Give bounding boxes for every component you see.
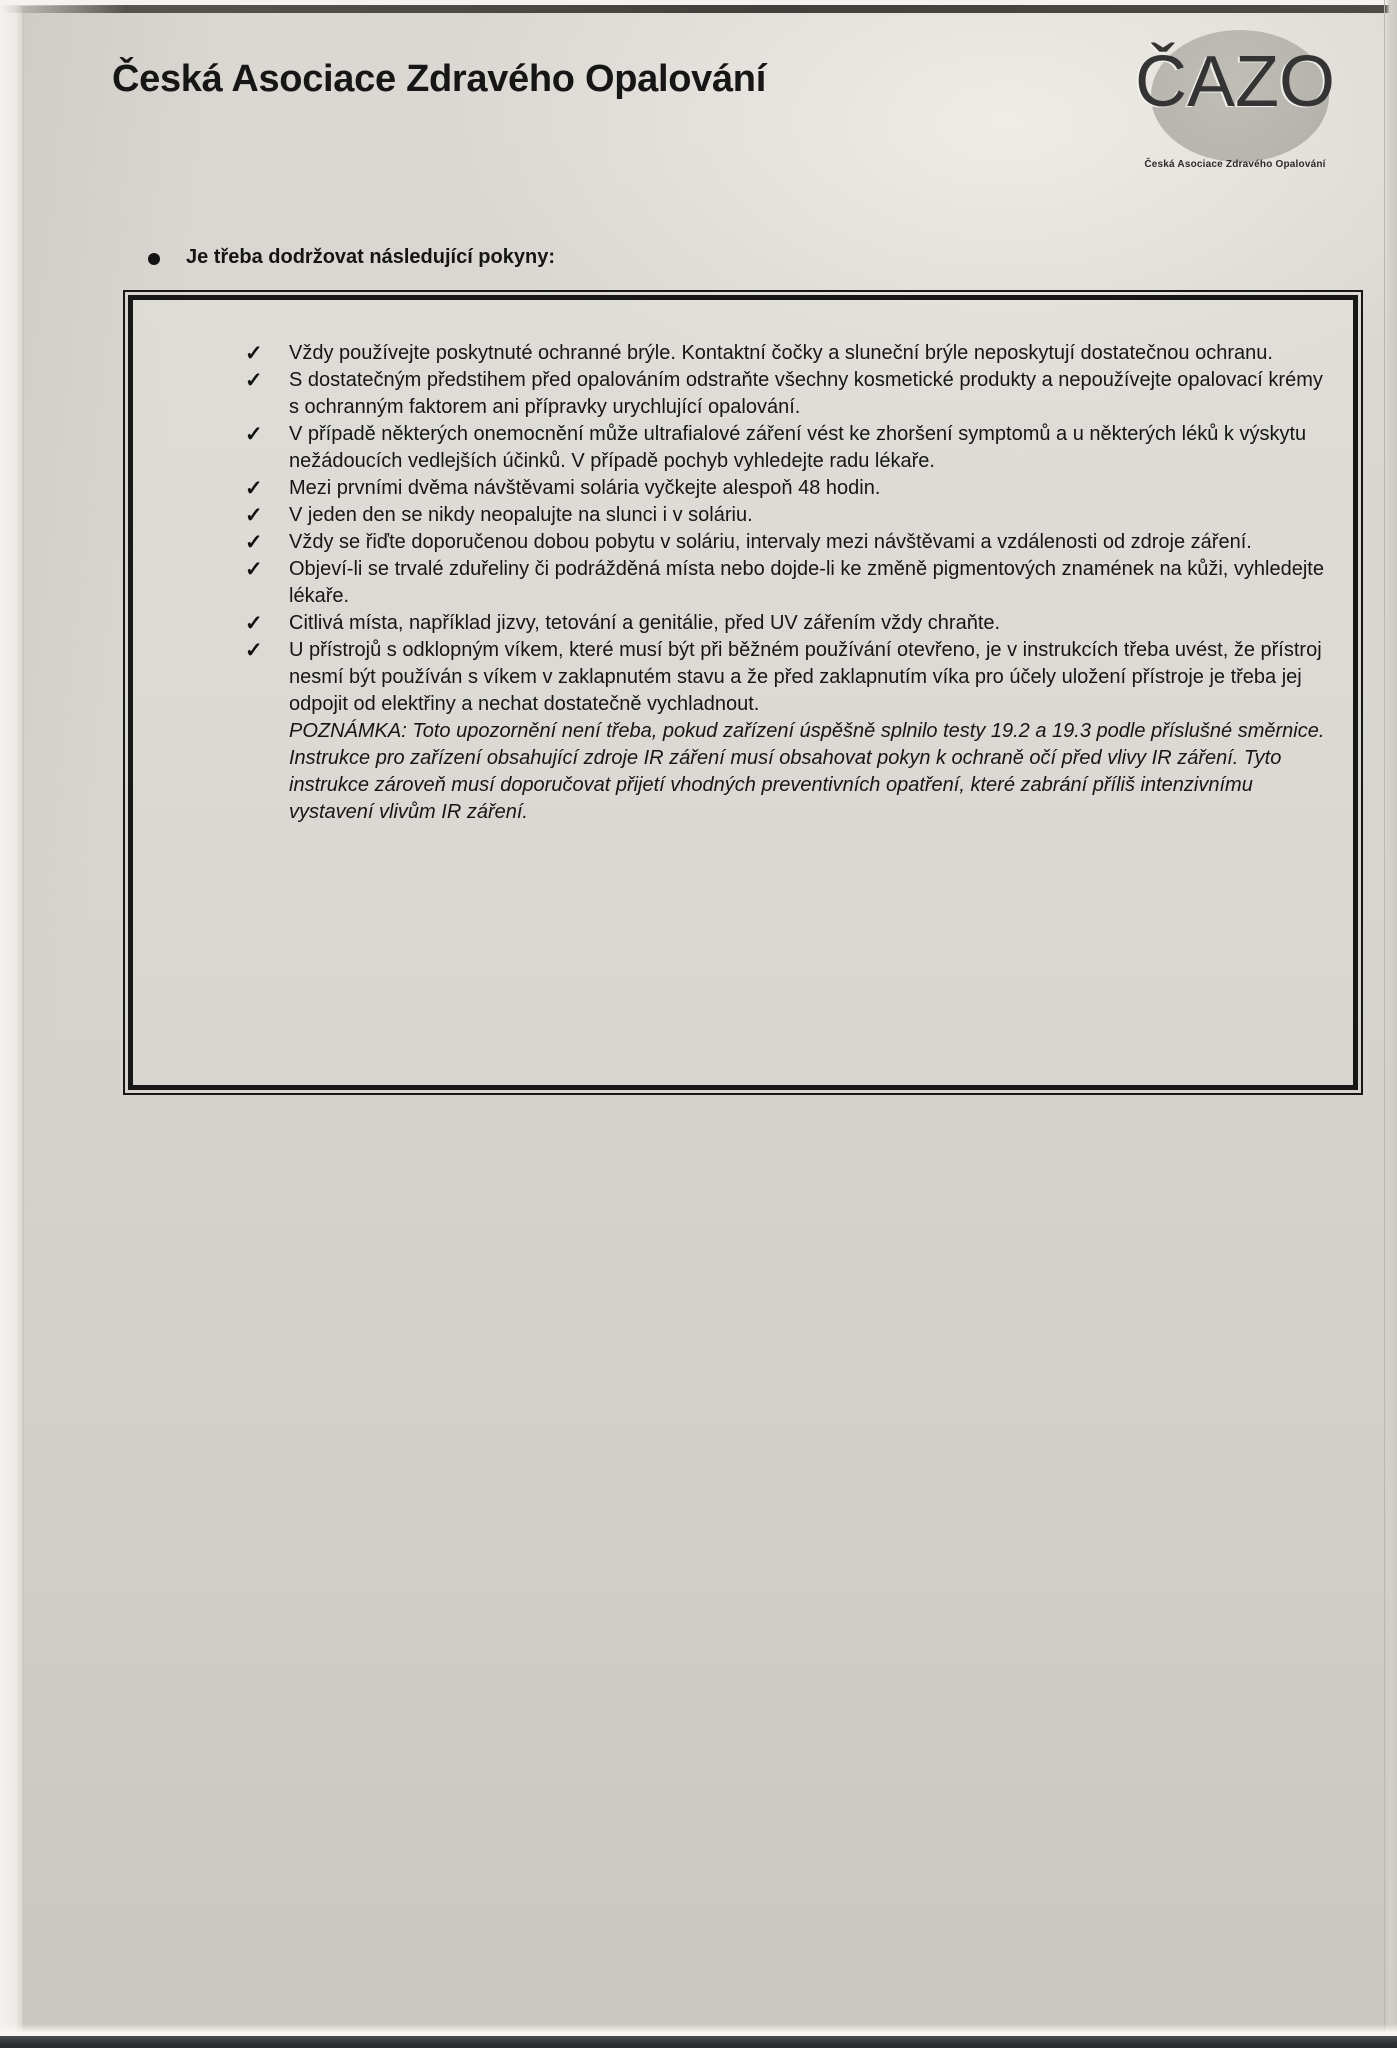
list-item-text: Objeví-li se trvalé zduřeliny či podrážděná místa nebo dojde-li ke změně pigmentových znamének na kůži, vyhledejte lékaře.	[289, 558, 1324, 607]
photo-frame-left-edge	[0, 0, 24, 2048]
check-icon: ✓	[245, 369, 263, 392]
photo-frame-bottom-edge	[0, 2036, 1397, 2048]
check-icon: ✓	[245, 558, 263, 581]
check-icon: ✓	[245, 477, 263, 500]
list-item	[245, 610, 1335, 637]
list-item-text: Vždy používejte poskytnuté ochranné brýle. Kontaktní čočky a sluneční brýle neposkytují dostatečnou ochranu.	[289, 342, 1273, 364]
check-icon: ✓	[245, 504, 263, 527]
guidelines-box	[128, 295, 1358, 1090]
check-icon: ✓	[245, 531, 263, 554]
photo-frame-top-line	[0, 5, 1397, 13]
check-icon: ✓	[245, 612, 263, 635]
list-item	[245, 529, 1335, 556]
guidelines-list	[133, 300, 1353, 826]
list-item-text: Citlivá místa, například jizvy, tetování a genitálie, před UV zářením vždy chraňte.	[289, 612, 1001, 634]
check-icon: ✓	[245, 342, 263, 365]
photo-frame-right-edge	[1384, 0, 1397, 2048]
cazo-logo	[1125, 20, 1345, 172]
list-item-text: Mezi prvními dvěma návštěvami solária vyčkejte alespoň 48 hodin.	[289, 477, 881, 499]
logo-acronym: ČAZO	[1134, 42, 1335, 122]
list-item-text: V jeden den se nikdy neopalujte na slunci i v soláriu.	[289, 504, 753, 526]
logo-caption: Česká Asociace Zdravého Opalování	[1144, 159, 1326, 170]
list-item	[245, 340, 1335, 367]
list-item-text: S dostatečným předstihem před opalováním odstraňte všechny kosmetické produkty a nepoužívejte opalovací krémy s ochranným faktorem ani přípravky urychlující opalování.	[289, 369, 1323, 418]
intro-text: Je třeba dodržovat následující pokyny:	[186, 246, 555, 268]
list-item-text: V případě některých onemocnění může ultrafialové záření vést ke zhoršení symptomů a u některých léků k výskytu nežádoucích vedlejších účinků. V případě pochyb vyhledejte radu lékaře.	[289, 423, 1307, 472]
list-item	[245, 556, 1335, 610]
list-item-text: Vždy se řiďte doporučenou dobou pobytu v soláriu, intervaly mezi návštěvami a vzdálenosti od zdroje záření.	[289, 531, 1252, 553]
page-title: Česká Asociace Zdravého Opalování	[112, 58, 766, 100]
instructions-intro	[148, 246, 555, 269]
list-item	[245, 421, 1335, 475]
list-item-text: U přístrojů s odklopným víkem, které musí být při běžném používání otevřeno, je v instrukcích třeba uvést, že přístroj nesmí být používán s víkem v zaklapnutém stavu a že před zaklapnutím víka pro účely uložení přístroje je třeba jej odpojit od elektřiny a nechat dostatečně vychladnout.	[289, 639, 1322, 715]
list-item	[245, 367, 1335, 421]
photo-frame-bottom-highlight	[0, 2024, 1397, 2036]
list-item	[245, 637, 1335, 826]
check-icon: ✓	[245, 639, 263, 662]
check-icon: ✓	[245, 423, 263, 446]
note-text: POZNÁMKA: Toto upozornění není třeba, pokud zařízení úspěšně splnilo testy 19.2 a 19.3 podle příslušné směrnice. Instrukce pro zařízení obsahující zdroje IR záření musí obsahovat pokyn k ochraně očí před vlivy IR záření. Tyto instrukce zároveň musí doporučovat přijetí vhodných preventivních opatření, které zabrání příliš intenzivnímu vystavení vlivům IR záření.	[289, 720, 1325, 823]
bullet-icon	[148, 253, 160, 265]
list-item	[245, 502, 1335, 529]
list-item	[245, 475, 1335, 502]
